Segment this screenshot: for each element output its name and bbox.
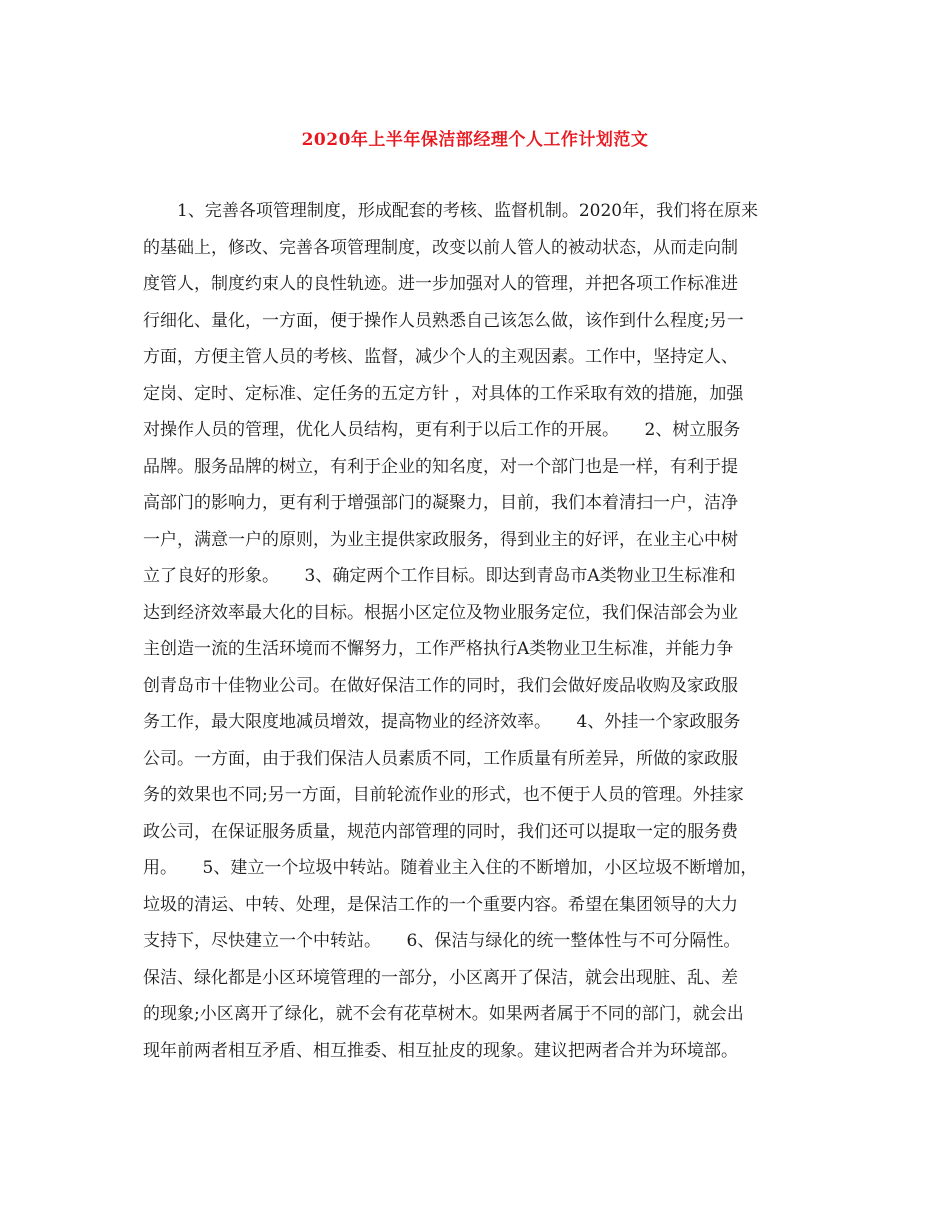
body-line: 支持下，尽快建立一个中转站。 6、保洁与绿化的统一整体性与不可分隔性。 — [143, 931, 741, 951]
document-body — [143, 193, 813, 1069]
body-line: 垃圾的清运、中转、处理，是保洁工作的一个重要内容。希望在集团领导的大力 — [143, 894, 738, 915]
body-line: 1、完善各项管理制度，形成配套的考核、监督机制。2020年，我们将在原来 — [177, 201, 759, 221]
body-line: 主创造一流的生活环境而不懈努力，工作严格执行A类物业卫生标准，并能力争 — [143, 639, 734, 659]
document-title: 2020年上半年保洁部经理个人工作计划范文 — [301, 130, 649, 150]
body-line: 务的效果也不同;另一方面，目前轮流作业的形式，也不便于人员的管理。外挂家 — [143, 785, 744, 805]
body-line: 务工作，最大限度地减员增效，提高物业的经济效率。 4、外挂一个家政服务 — [143, 712, 741, 732]
body-line: 立了良好的形象。 3、确定两个工作目标。即达到青岛市A类物业卫生标准和 — [143, 566, 736, 586]
body-line: 定岗、定时、定标准、定任务的五定方针 ，对具体的工作采取有效的措施，加强 — [143, 383, 744, 404]
body-line: 方面，方便主管人员的考核、监督，减少个人的主观因素。工作中，坚持定人、 — [143, 347, 738, 367]
body-line: 对操作人员的管理，优化人员结构，更有利于以后工作的开展。 2、树立服务 — [143, 420, 741, 440]
body-line: 公司。一方面，由于我们保洁人员素质不同，工作质量有所差异，所做的家政服 — [143, 748, 738, 769]
body-line: 高部门的影响力，更有利于增强部门的凝聚力，目前，我们本着清扫一户，洁净 — [143, 493, 738, 513]
body-line: 一户，满意一户的原则，为业主提供家政服务，得到业主的好评，在业主心中树 — [143, 529, 738, 550]
body-line: 用。 5、建立一个垃圾中转站。随着业主入住的不断增加，小区垃圾不断增加， — [143, 858, 758, 878]
body-line: 的基础上，修改、完善各项管理制度，改变以前人管人的被动状态，从而走向制 — [143, 237, 738, 258]
body-line: 现年前两者相互矛盾、相互推委、相互扯皮的现象。建议把两者合并为环境部。 — [143, 1040, 738, 1061]
body-line: 的现象;小区离开了绿化，就不会有花草树木。如果两者属于不同的部门，就会出 — [143, 1004, 744, 1024]
body-line: 政公司，在保证服务质量，规范内部管理的同时，我们还可以提取一定的服务费 — [143, 821, 738, 842]
body-line: 品牌。服务品牌的树立，有利于企业的知名度，对一个部门也是一样，有利于提 — [143, 456, 738, 477]
body-line: 行细化、量化，一方面，便于操作人员熟悉自己该怎么做，该作到什么程度;另一 — [143, 310, 744, 331]
body-line: 达到经济效率最大化的目标。根据小区定位及物业服务定位，我们保洁部会为业 — [143, 602, 738, 623]
body-line: 创青岛市十佳物业公司。在做好保洁工作的同时，我们会做好废品收购及家政服 — [143, 675, 738, 696]
body-line: 保洁、绿化都是小区环境管理的一部分，小区离开了保洁，就会出现脏、乱、差 — [143, 967, 738, 988]
body-line: 度管人，制度约束人的良性轨迹。进一步加强对人的管理，并把各项工作标准进 — [143, 274, 738, 294]
